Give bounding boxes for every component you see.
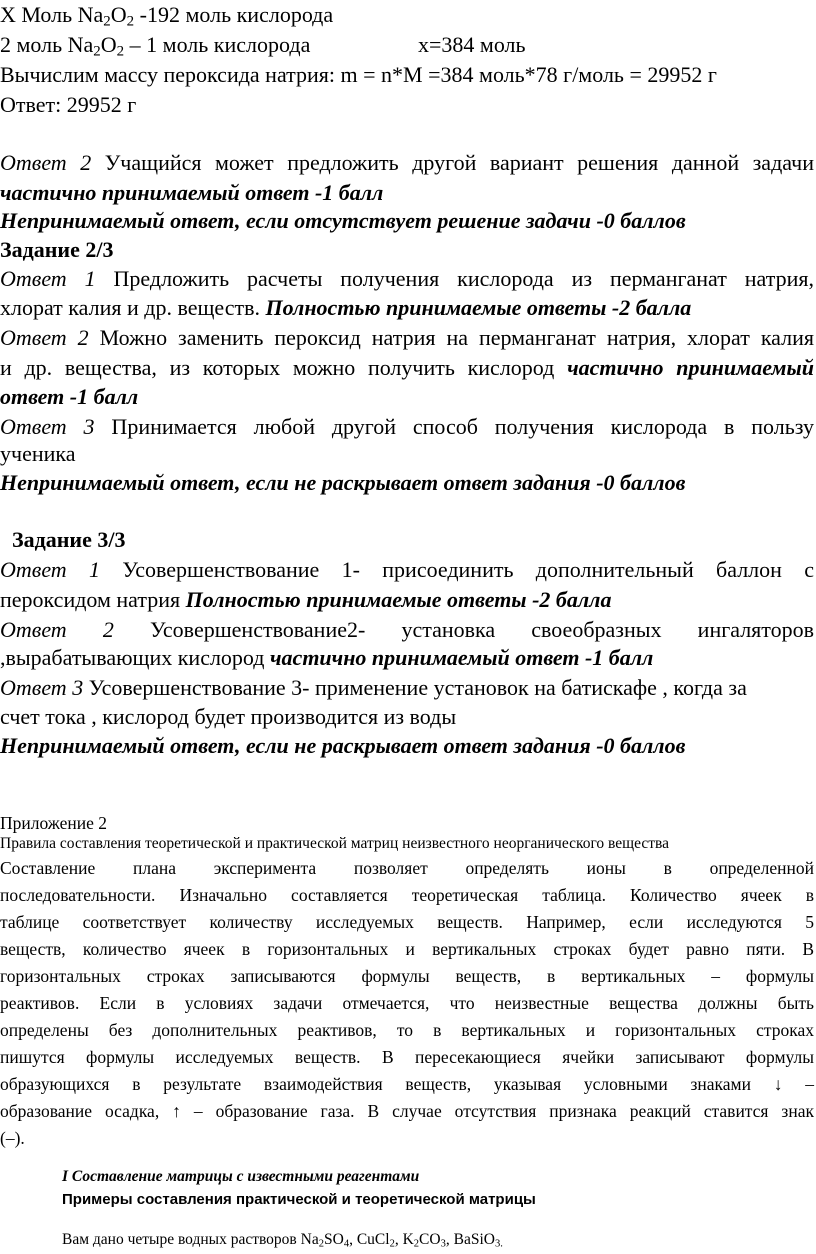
- task-statement: Вам дано четыре водных растворов $Na_2SO_4$, CuCl$_2$, $K_2CO_3$, BaSiO$_{3.}$: [62, 1231, 503, 1250]
- appendix-paragraph-line-7: определены без дополнительных реактивов, то в вертикальных и горизонтальных строках: [0, 1020, 814, 1040]
- task3-answer2: Ответ 2 Усовершенствование2- установка своеобразных ингаляторов: [0, 617, 815, 642]
- task1-answer2: Ответ 2 Учащийся может предложить другой вариант решения данной задачи: [0, 150, 814, 175]
- appendix-label: Приложение 2: [0, 813, 108, 833]
- task1-rejected-grade: Непринимаемый ответ, если отсутствует решение задачи -0 баллов: [0, 208, 686, 233]
- solution-line-2: 2 моль $Na_2O_2 - 1$ моль кислорода: [0, 32, 311, 60]
- solution-line-1: Х Моль $Na_2O_2$ -192 моль кислорода: [0, 2, 334, 30]
- appendix-paragraph-line-3: таблице соответствует количеству исследуемых веществ. Например, если исследуются 5: [0, 912, 814, 932]
- appendix-paragraph-line-1: Составление плана эксперимента позволяет определять ионы в определенной: [0, 858, 814, 878]
- task-3-heading: Задание 3/3: [12, 527, 126, 552]
- answer-line: Ответ: 29952 г: [0, 92, 137, 117]
- task1-partial-grade: частично принимаемый ответ -1 балл: [0, 180, 384, 205]
- section-subtitle: Примеры составления практической и теоретической матрицы: [62, 1191, 536, 1208]
- task3-answer3-cont: счет тока , кислород будет производится из воды: [0, 704, 457, 729]
- task2-answer2-grade: ответ -1 балл: [0, 384, 139, 409]
- task2-rejected-grade: Непринимаемый ответ, если не раскрывает ответ задания -0 баллов: [0, 470, 686, 495]
- task3-answer1-cont: пероксидом натрия Полностью принимаемые ответы -2 балла: [0, 587, 612, 612]
- task-2-heading: Задание 2/3: [0, 237, 114, 262]
- solution-result: х=384 моль: [418, 32, 526, 57]
- appendix-paragraph-line-5: горизонтальных строках записываются формулы веществ, в вертикальных – формулы: [0, 966, 814, 986]
- task3-rejected-grade: Непринимаемый ответ, если не раскрывает ответ задания -0 баллов: [0, 733, 686, 758]
- appendix-paragraph-line-10: образование осадка, ↑ – образование газа. В случае отсутствия признака реакций ставится знак: [0, 1101, 814, 1121]
- section-title: I Составление матрицы с известными реагентами: [62, 1168, 420, 1185]
- task2-answer1-cont: хлорат калия и др. веществ. Полностью принимаемые ответы -2 балла: [0, 295, 692, 320]
- appendix-paragraph-line-8: пишутся формулы исследуемых веществ. В пересекающиеся ячейки записывают формулы: [0, 1047, 814, 1067]
- task2-answer1: Ответ 1 Предложить расчеты получения кислорода из перманганат натрия,: [0, 266, 814, 291]
- task2-answer2: Ответ 2 Можно заменить пероксид натрия на перманганат натрия, хлорат калия: [0, 325, 815, 350]
- appendix-paragraph-line-6: реактивов. Если в условиях задачи отмечается, что неизвестные вещества должны быть: [0, 993, 814, 1013]
- task2-answer2-cont: и др. вещества, из которых можно получить кислород частично принимаемый: [0, 355, 814, 380]
- appendix-title: Правила составления теоретической и практической матриц неизвестного неорганического вещества: [0, 835, 670, 852]
- appendix-paragraph-line-9: образующихся в результате взаимодействия веществ, указывая условными знаками ↓ –: [0, 1074, 814, 1094]
- task2-answer3: Ответ 3 Принимается любой другой способ получения кислорода в пользу: [0, 414, 814, 439]
- task3-answer2-cont: ,вырабатывающих кислород частично принимаемый ответ -1 балл: [0, 645, 654, 670]
- task3-answer3: Ответ 3 Усовершенствование 3- применение установок на батискафе , когда за: [0, 675, 747, 700]
- solution-line-3: Вычислим массу пероксида натрия: m = n*M =384 моль*78 г/моль = 29952 г: [0, 62, 717, 87]
- appendix-paragraph-line-11: (–).: [0, 1128, 25, 1148]
- task3-answer1: Ответ 1 Усовершенствование 1- присоединить дополнительный баллон с: [0, 557, 815, 582]
- appendix-paragraph-line-4: веществ, количество ячеек в горизонтальных и вертикальных строках будет равно пяти. В: [0, 939, 814, 959]
- appendix-paragraph-line-2: последовательности. Изначально составляется теоретическая таблица. Количество ячеек в: [0, 885, 814, 905]
- task2-answer3-cont: ученика: [0, 441, 76, 466]
